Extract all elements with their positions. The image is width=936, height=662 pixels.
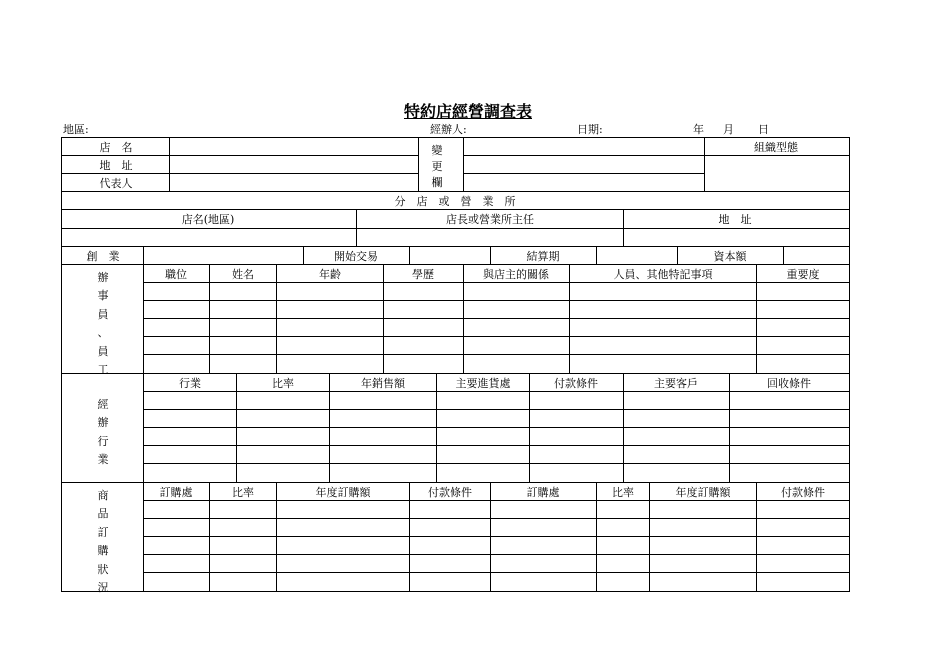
founded-label: 創 業 [86,250,120,263]
representative-label: 代表人 [99,177,133,190]
branch-name-header: 店名(地區) [181,213,235,226]
handler-label: 經辦人: [430,123,467,136]
business-col-header: 回收條件 [767,377,811,390]
branch-address-header: 地 址 [718,213,752,226]
address-label: 地 址 [99,159,133,172]
staff-col-header: 重要度 [786,268,820,281]
staff-col-header: 姓名 [232,268,254,281]
orders-col-header: 年度訂購額 [315,486,371,499]
business-col-header: 年銷售額 [361,377,405,390]
branch-manager-header: 店長或營業所主任 [446,213,534,226]
capital-label: 資本額 [713,250,747,263]
business-col-header: 付款條件 [554,377,598,390]
staff-col-header: 年齡 [319,268,341,281]
staff-col-header: 職位 [165,268,187,281]
staff-col-header: 與店主的關係 [483,268,549,281]
date-label: 日期: [577,123,603,136]
change-column-label: 變 更 欄 [431,144,443,189]
form-title: 特約店經營調查表 [403,102,532,121]
business-section-label: 經 辦 行 業 [97,398,109,467]
business-col-header: 主要進貨處 [455,377,511,390]
business-col-header: 行業 [179,377,201,390]
business-col-header: 比率 [272,377,294,390]
branch-section-title: 分 店 或 營 業 所 [394,195,516,208]
orders-col-header: 訂購處 [526,486,560,499]
staff-col-header: 學歷 [412,268,434,281]
year-label: 年 [693,123,704,136]
store-name-label: 店 名 [99,141,133,154]
orders-col-header: 比率 [612,486,634,499]
org-type-label: 組織型態 [754,141,798,154]
orders-col-header: 訂購處 [159,486,193,499]
settlement-label: 結算期 [526,250,560,263]
staff-section-label: 辦 事 員 、 員 工 [97,271,109,377]
orders-section-label: 商 品 訂 購 狀 況 [97,489,109,595]
orders-col-header: 比率 [232,486,254,499]
orders-col-header: 付款條件 [781,486,825,499]
region-label: 地區: [63,123,89,136]
orders-col-header: 付款條件 [428,486,472,499]
start-trade-label: 開始交易 [334,250,378,263]
orders-col-header: 年度訂購額 [675,486,731,499]
month-label: 月 [723,123,734,136]
staff-col-header: 人員、其他特記事項 [613,268,713,281]
business-col-header: 主要客戶 [654,377,698,390]
day-label: 日 [758,123,769,136]
